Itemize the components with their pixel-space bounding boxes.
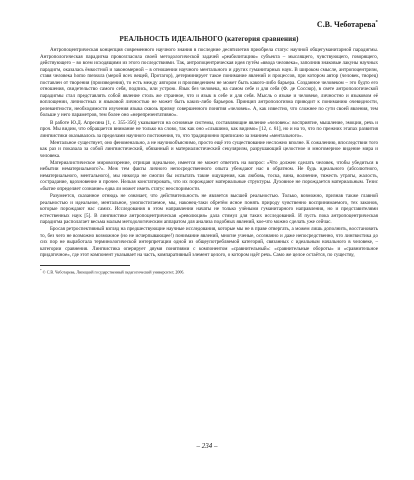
author-name: С.В. Чеботарева [316,20,376,29]
footnote [40,268,378,274]
paragraph-2: В работе Ю.Д. Апресяна [1, с. 355-356] указывается на основные системы, составляющие явление «человек»: восприятие, мышление, эмоции, речь и проч. Мы видим, что обращается внимание не только на слово, так как оно «слышимо, как видимо» [12, с. 61], но и на то, что по прежних этапах развития лингвистики оказывалось за пределами научного постижения, то, что традиционно приписано за знанием «ментального». [40,119,378,139]
paragraph-5: Разумеется, сказанное отнюдь не означает, что действительность не является высшей реальностью. Только, возможно, признав также главной реальностью и идеальное, ментальное, умопостигаемое, мы, наконец-таки обретём ясное понять природу чувственно воспринимаемого, тех законов, которые порождают нас самих. Исследования в этом направлении начаты не только учёными гуманитарного направления, но и представителями естественных наук [5]. В лингвистике антропоцентрическая «революция» дала стимул для таких исследований. И пусть пока антропоцентрическая парадигма располагает весьма малым методологическим аппаратом для анализа подобных явлений, кое-что можно сделать уже сейчас. [40,193,378,226]
author-header [40,20,378,29]
footnote-mark: * [40,268,42,272]
article-body [40,47,378,259]
page-number: – 234 – [196,442,218,450]
paragraph-4: Материалистическое мировоззрение, отрицая идеальное, имеется не может ответить на вопрос: «Что должен сделать человек, чтобы убедиться в небытии нематериального?». Меж тем факты личного непосредственного опыта убеждают нас в обратном. Не будь идеального (абсолютного, нематериального, ментального), мы никогда не смогли бы испытать такие ощущения, как любовь, тоска, вина, волнение, тяжесть утраты, жалость, сострадание, вдохновение и прочее. Нельзя констатировать, что их порождают материальные структуры. Духовное не порождается материальным. Тезис «бытие определяет сознание» едва ли может иметь статус неоспоримости. [40,159,378,192]
author-footnote-mark: * [375,20,378,26]
article-title: РЕАЛЬНОСТЬ ИДЕАЛЬНОГО (категория сравнения) [119,35,299,43]
footnote-divider [40,265,130,266]
paragraph-6: Бросая ретроспективный взгляд на предшествующие научные исследования, которые мы не в праве отвергать, а можем лишь дополнить, восстановить то, без чего не возможно возможное (но не исчерпывающее!) понимание явлений, многие ученые, осознанно и даже непосредственно, что лингвистика до сих пор не выработала терминологической интерпретации одной из общеупотребляемой категорий, связанных с идеальным начального в человеке, – категории сравнения. Лингвистика оперирует двумя понятиями с компонентом «сравнительный»: «сравнительные обороты» и «сравнительное придаточное», где этот компонент указывает на часть, компаративный элемент целого, о котором идёт речь. Само же целое остаётся, по существу, [40,226,378,259]
paragraph-3: Ментальное существует, оно феноменально, а не научнообъяснимо, просто ещё это существование несложно вполне. К сожалению, впоследствии того как раз и показала за собой лингвистический, обязанный и материалистический секуляризм, разрушающий целостное и многомерное видение мира и человека. [40,139,378,159]
footnote-text: © С.В. Чеботарева, Липецкий государственный педагогический университет, 2006. [42,269,185,275]
paragraph-1: Антропоцентрическая концепция современного научного знания в последние десятилетия приобрела статус научной общегуманитарной парадигмы. Антропологическая парадигма провозгласила своей методологической задачей «реабилитацию» субъекта – мыслящего, чувствующего, говорящего, действующего – во всем исходящими из этого последствиями. Так, антропоцентрическая идея путём «ввода человека», заполнив знаковые лакуны научных парадигм, оказалась ёмкостной и закономерной – в отношении научного ментального и других гуманитарных наук. В широком смысле, антропоцентризм, ставя человека homo mensura (мерой всех вещей, Протагор), детерминирует такое понимание явлений и процессов, при котором автор (человек, творец) поставлен от творения (произведения), то есть между автором и произведением не может быть какого-либо барьера. Созданное человеком – это будто его отношения, свидетельство самого себя, подпись, или устрою. Язык без человека, на самом себе и для себя (Ф. де Соссюр), в свете антропологической парадигмы стал представлять собой явление столь же странное, что и язык в себе и для себя. Мысль о языке и человеке, личностно и языковом её воплощении, личностных и языковой личностью не может быть каких-либо барьеров. Принцип антропологизма приводит к пониманию очевидности, релевантности, необходимости изучения языка сквозь призму совершенного понятия «человек». А, как известно, что сложнее по сути своей явления, тем больше у него параметров, тем более оно «нерепрезентативно». [40,47,378,119]
